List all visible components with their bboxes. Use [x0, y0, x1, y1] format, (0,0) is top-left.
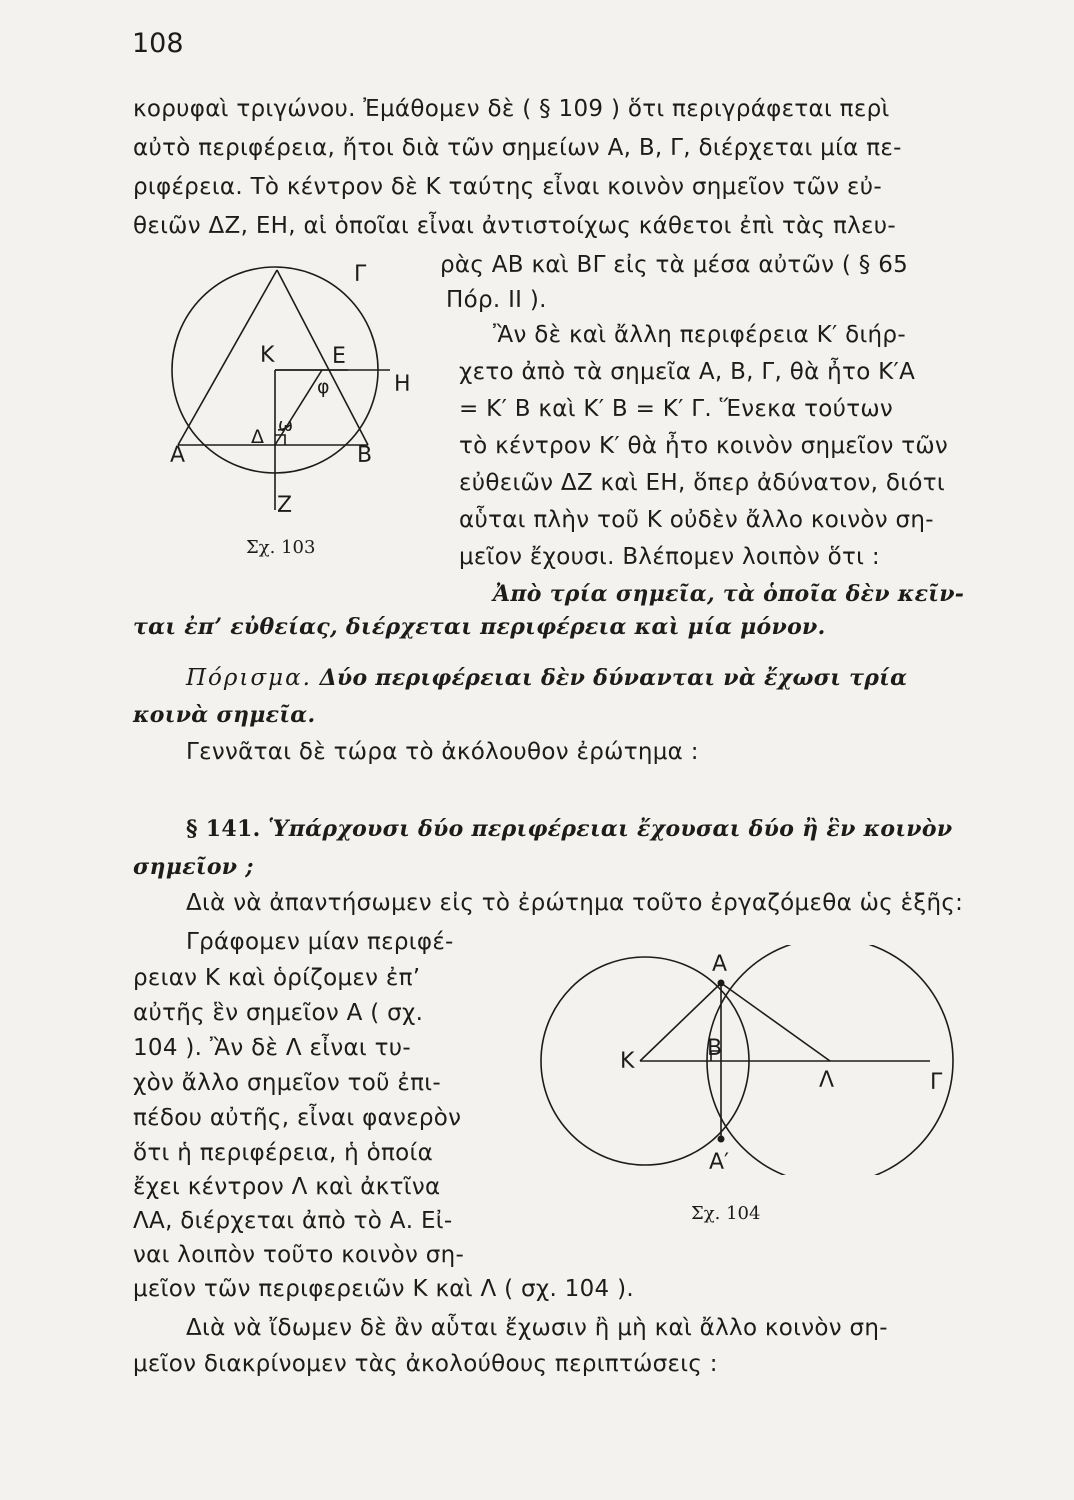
text-line-3: ριφέρεια. Τὸ κέντρον δὲ Κ ταύτης εἶναι κοινὸν σημεῖον τῶν εὐ- — [133, 174, 882, 200]
corollary-text: Δύο περιφέρειαι δὲν δύνανται νὰ ἔχωσι τρία — [319, 665, 908, 691]
section-title-line-2: σημεῖον ; — [133, 854, 254, 880]
corollary-line — [186, 663, 907, 693]
text-line-10: τὸ κέντρον Κ′ θὰ ἦτο κοινὸν σημεῖον τῶν — [459, 433, 949, 459]
fig104-label-G: Γ — [930, 1070, 943, 1095]
text-line-1: κορυφαὶ τριγώνου. Ἐμάθομεν δὲ ( § 109 ) ὅτι περιγράφεται περὶ — [133, 96, 890, 122]
text-line-33: Διὰ νὰ ἴδωμεν δὲ ἂν αὗται ἔχωσιν ἢ μὴ καὶ ἄλλο κοινὸν ση- — [186, 1315, 888, 1341]
text-line-9: = Κ′ Β καὶ Κ′ Β = Κ′ Γ. Ἕνεκα τούτων — [459, 396, 894, 422]
text-line-7: Ἂν δὲ καὶ ἄλλη περιφέρεια Κ′ διήρ- — [493, 322, 906, 348]
section-number: § 141. — [186, 816, 261, 842]
theorem-line-2: ται ἐπ’ εὐθείας, διέρχεται περιφέρεια καὶ μία μόνον. — [133, 614, 826, 640]
fig104-label-B: Β — [707, 1036, 723, 1061]
text-line-13: μεῖον ἔχουσι. Βλέπομεν λοιπὸν ὅτι : — [459, 544, 880, 570]
text-line-25: 104 ). Ἂν δὲ Λ εἶναι τυ- — [133, 1035, 411, 1061]
fig104-label-L: Λ — [819, 1068, 835, 1093]
fig103-label-E: Ε — [332, 344, 346, 369]
fig104-line-AL — [721, 983, 830, 1061]
text-line-12: αὗται πλὴν τοῦ Κ οὐδὲν ἄλλο κοινὸν ση- — [459, 507, 934, 533]
fig103-caption: Σχ. 103 — [246, 537, 316, 558]
fig104-label-A: Α — [712, 952, 728, 977]
text-line-23: ρειαν Κ καὶ ὁρίζομεν ἐπ’ — [133, 965, 421, 991]
corollary-line-2: κοινὰ σημεῖα. — [133, 702, 316, 728]
text-line-29: ἔχει κέντρον Λ καὶ ἀκτῖνα — [133, 1174, 441, 1200]
fig103-label-G: Γ — [354, 262, 367, 287]
text-line-34: μεῖον διακρίνομεν τὰς ἀκολούθους περιπτώσεις : — [133, 1351, 718, 1377]
text-line-24: αὐτῆς ἓν σημεῖον Α ( σχ. — [133, 1000, 424, 1026]
text-line-26: χὸν ἄλλο σημεῖον τοῦ ἐπι- — [133, 1070, 441, 1096]
section-141-heading — [186, 814, 952, 844]
section-title: Ὑπάρχουσι δύο περιφέρειαι ἔχουσαι δύο ἢ ἓν κοινὸν — [268, 816, 953, 842]
figure-103 — [150, 255, 440, 545]
fig104-label-K: Κ — [620, 1049, 635, 1074]
text-line-18: Γεννᾶται δὲ τώρα τὸ ἀκόλουθον ἐρώτημα : — [186, 739, 699, 765]
text-line-32: μεῖον τῶν περιφερειῶν Κ καὶ Λ ( σχ. 104 ). — [133, 1276, 634, 1302]
fig103-label-Z: Ζ — [277, 493, 293, 518]
text-line-28: ὅτι ἡ περιφέρεια, ἡ ὁποία — [133, 1140, 434, 1166]
fig103-label-H: Η — [394, 372, 411, 397]
text-line-31: ναι λοιπὸν τοῦτο κοινὸν ση- — [133, 1242, 465, 1268]
text-line-5: ρὰς ΑΒ καὶ ΒΓ εἰς τὰ μέσα αὐτῶν ( § 65 — [440, 252, 909, 278]
corollary-label: Πόρισμα. — [186, 665, 312, 691]
fig103-label-A: Α — [170, 443, 186, 468]
fig104-caption: Σχ. 104 — [691, 1203, 761, 1224]
text-line-2: αὐτὸ περιφέρεια, ἤτοι διὰ τῶν σημείων Α, Β, Γ, διέρχεται μία πε- — [133, 135, 902, 161]
fig103-label-phi: φ — [317, 376, 330, 398]
text-line-11: εὐθειῶν ΔΖ καὶ ΕΗ, ὅπερ ἀδύνατον, διότι — [459, 470, 945, 496]
text-line-8: χετο ἀπὸ τὰ σημεῖα Α, Β, Γ, θὰ ἦτο Κ′Α — [459, 359, 916, 385]
text-line-4: θειῶν ΔΖ, ΕΗ, αἱ ὁποῖαι εἶναι ἀντιστοίχως κάθετοι ἐπὶ τὰς πλευ- — [133, 213, 896, 239]
fig104-point-A — [718, 980, 725, 987]
fig104-label-A2: Α′ — [709, 1150, 730, 1175]
fig104-point-A2 — [718, 1136, 725, 1143]
figure-104 — [510, 945, 980, 1175]
text-line-30: ΛΑ, διέρχεται ἀπὸ τὸ Α. Εἰ- — [133, 1208, 453, 1234]
fig103-label-omega: ω — [278, 415, 294, 436]
theorem-line-1: Ἀπὸ τρία σημεῖα, τὰ ὁποῖα δὲν κεῖν- — [493, 581, 965, 607]
fig104-circle-L — [707, 945, 953, 1175]
text-line-6: Πόρ. ΙΙ ). — [446, 287, 547, 313]
fig103-label-B: Β — [357, 443, 373, 468]
page-number: 108 — [132, 28, 184, 59]
text-line-27: πέδου αὐτῆς, εἶναι φανερὸν — [133, 1105, 462, 1131]
text-line-21: Διὰ νὰ ἀπαντήσωμεν εἰς τὸ ἐρώτημα τοῦτο ἐργαζόμεθα ὡς ἑξῆς: — [186, 890, 964, 916]
text-line-22: Γράφομεν μίαν περιφέ- — [186, 929, 454, 955]
fig103-label-D: Δ — [251, 426, 264, 448]
fig103-label-K: Κ — [260, 343, 275, 368]
